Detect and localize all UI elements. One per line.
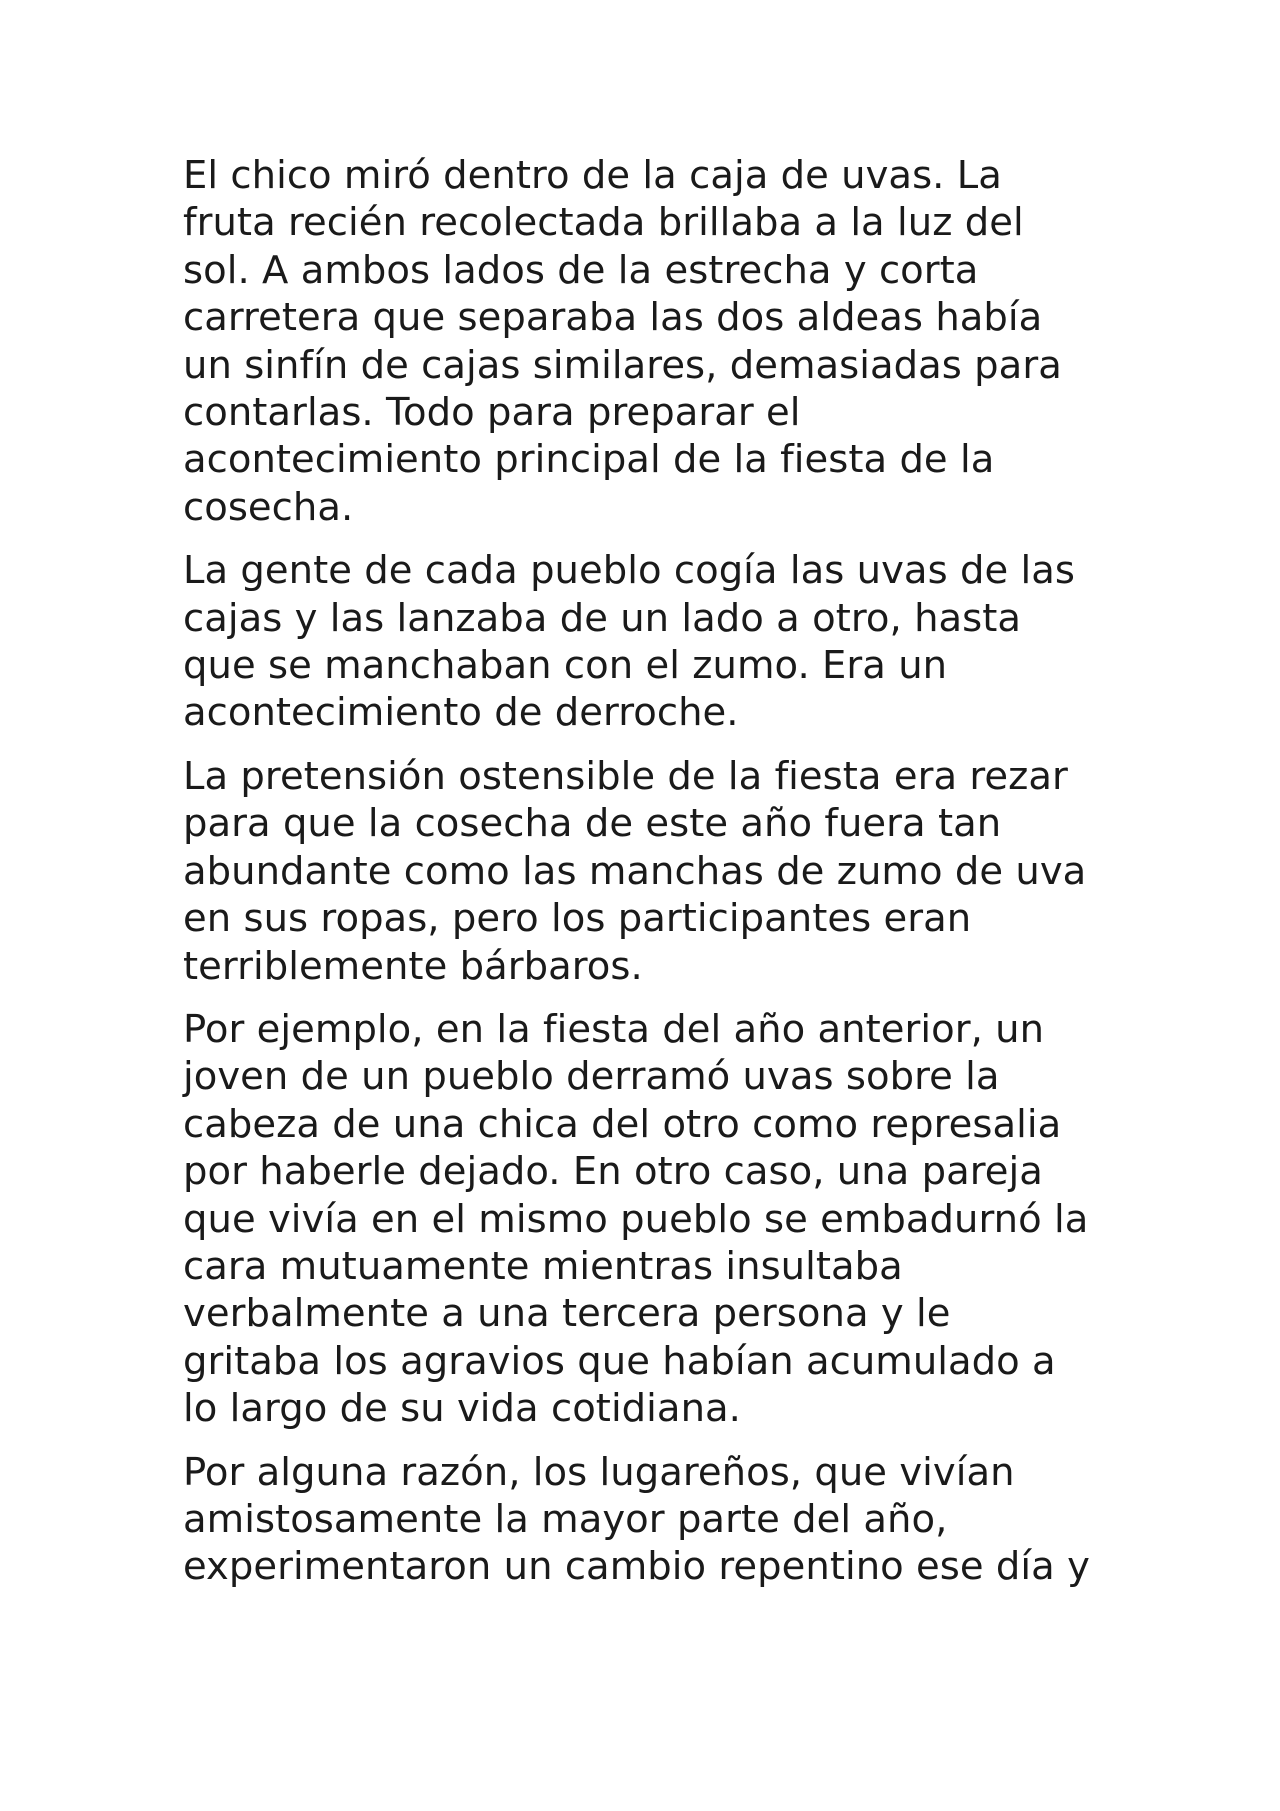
text-line: joven de un pueblo derramó uvas sobre la <box>183 1054 1000 1100</box>
paragraph-5 <box>183 1449 1183 1591</box>
text-line: La gente de cada pueblo cogía las uvas de las <box>183 548 1075 594</box>
paragraph-4 <box>183 1006 1183 1433</box>
text-line: terriblemente bárbaros. <box>183 943 643 989</box>
text-line: experimentaron un cambio repentino ese día y <box>183 1544 1090 1590</box>
text-line: un sinfín de cajas similares, demasiadas para <box>183 342 1062 388</box>
text-line: abundante como las manchas de zumo de uva <box>183 848 1087 894</box>
text-line: Por alguna razón, los lugareños, que vivían <box>183 1449 1015 1495</box>
text-line: acontecimiento principal de la fiesta de la <box>183 437 995 483</box>
text-line: El chico miró dentro de la caja de uvas. La <box>183 153 1002 198</box>
text-line: contarlas. Todo para preparar el <box>183 390 801 436</box>
text-line: en sus ropas, pero los participantes eran <box>183 896 972 942</box>
text-line: cara mutuamente mientras insultaba <box>183 1243 903 1289</box>
paragraph-2 <box>183 547 1183 737</box>
text-line: amistosamente la mayor parte del año, <box>183 1496 948 1542</box>
text-line: sol. A ambos lados de la estrecha y corta <box>183 247 979 293</box>
body-text <box>183 152 1183 1607</box>
text-line: para que la cosecha de este año fuera tan <box>183 801 1002 847</box>
text-line: Por ejemplo, en la fiesta del año anterior, un <box>183 1006 1045 1052</box>
text-line: carretera que separaba las dos aldeas había <box>183 295 1043 341</box>
text-line: fruta recién recolectada brillaba a la luz del <box>183 200 1024 246</box>
text-line: gritaba los agravios que habían acumulado a <box>183 1338 1056 1384</box>
text-line: que se manchaban con el zumo. Era un <box>183 643 948 689</box>
text-line: verbalmente a una tercera persona y le <box>183 1291 951 1337</box>
text-line: cosecha. <box>183 484 354 530</box>
text-line: acontecimiento de derroche. <box>183 690 739 736</box>
text-line: que vivía en el mismo pueblo se embadurnó la <box>183 1196 1089 1242</box>
text-line: La pretensión ostensible de la fiesta era rezar <box>183 753 1068 799</box>
text-line: cabeza de una chica del otro como represalia <box>183 1101 1062 1147</box>
text-line: cajas y las lanzaba de un lado a otro, hasta <box>183 595 1022 641</box>
text-line: por haberle dejado. En otro caso, una pareja <box>183 1149 1043 1195</box>
paragraph-1 <box>183 152 1183 531</box>
paragraph-3 <box>183 753 1183 990</box>
text-line: lo largo de su vida cotidiana. <box>183 1386 741 1432</box>
